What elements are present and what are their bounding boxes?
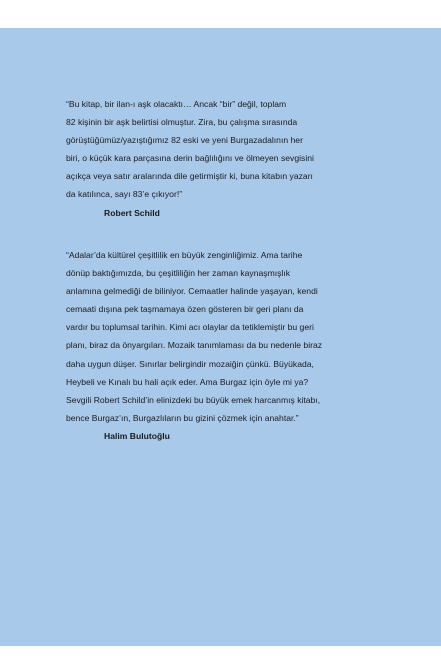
quote-line: cemaati dışına pek taşmamaya özen gösteren bir geri planı da xyxy=(66,304,304,315)
quote-line: bence Burgaz’ın, Burgazlıların bu gizini çözmek için anahtar.” xyxy=(66,412,299,423)
quote-line: dönüp baktığımızda, bu çeşitliliğin her zaman kaynaşmışlık xyxy=(66,268,291,279)
quote-line: anlamına gelmediği de biliniyor. Cemaatler halinde yaşayan, kendi xyxy=(66,286,318,297)
quote-author: Robert Schild xyxy=(104,207,160,218)
quote-line: da katılınca, sayı 83’e çıkıyor!” xyxy=(66,189,183,200)
quote-line: Heybeli ve Kınalı bu hali açık eder. Ama Burgaz için öyle mi ya? xyxy=(66,376,309,387)
quote-line: vardır bu toplumsal tarihin. Kimi acı olaylar da tetiklemiştir bu geri xyxy=(66,322,314,333)
quote-line: “Bu kitap, bir ilan-ı aşk olacaktı… Ancak “bir” değil, toplam xyxy=(66,99,287,109)
quote-halim-bulutoglu xyxy=(66,246,391,445)
quote-author: Halim Bulutoğlu xyxy=(104,430,170,441)
book-back-cover xyxy=(0,28,441,646)
quote-line: Sevgili Robert Schild’in elinizdeki bu büyük emek harcanmış kitabı, xyxy=(66,394,321,405)
quote-line: “Adalar’da kültürel çeşitlilik en büyük zenginliğimiz. Ama tarihe xyxy=(66,250,303,260)
quote-line: biri, o küçük kara parçasına derin bağlılığını ve ölmeyen sevgisini xyxy=(66,153,314,164)
quote-line: açıkça veya satır aralarında dile getirmiştir ki, buna kitabın yazarı xyxy=(66,171,313,182)
quote-line: 82 kişinin bir aşk belirtisi olmuştur. Zira, bu çalışma sırasında xyxy=(66,117,298,128)
quote-robert-schild xyxy=(66,95,391,222)
quote-line: planı, biraz da önyargıları. Mozaik tanımlaması da bu nedenle biraz xyxy=(66,340,323,351)
quote-line: görüştüğümüz/yazıştığımız 82 eski ve yeni Burgazadalının her xyxy=(66,135,303,146)
quote-line: daha uygun düşer. Sınırlar belirgindir mozaiğin çünkü. Büyükada, xyxy=(66,358,314,369)
